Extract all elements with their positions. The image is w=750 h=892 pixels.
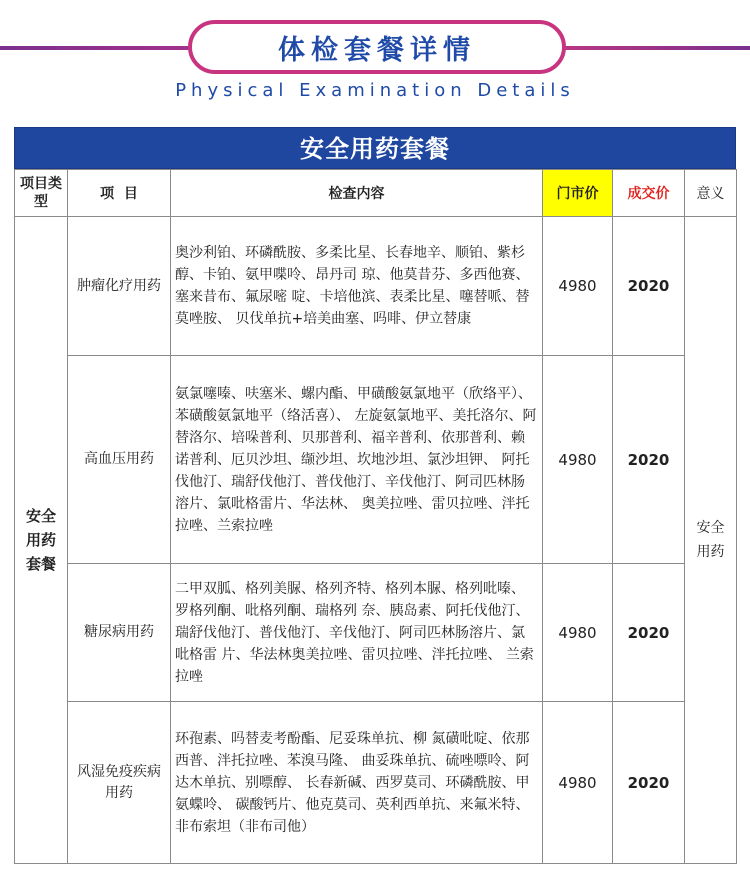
deal-price: 2020 [613,217,685,356]
item-content: 环孢素、吗替麦考酚酯、尼妥珠单抗、柳 氮磺吡啶、依那西普、泮托拉唑、苯溴马隆、 曲妥珠单抗、硫唑嘌呤、阿达木单抗、别嘌醇、 长春新碱、西罗莫司、环磷酰胺、甲氨蝶呤、 碳酸钙片、他克莫司、英利西单抗、来氟米特、 非布索坦（非布司他） [171,702,543,864]
table-row [15,356,737,564]
item-name: 肿瘤化疗用药 [68,217,171,356]
market-price: 4980 [543,356,613,564]
market-price: 4980 [543,702,613,864]
deal-price: 2020 [613,564,685,702]
column-header-item: 项 目 [68,170,171,217]
column-header-category: 项目类型 [15,170,68,217]
table-row [15,217,737,356]
category-label: 安全用药套餐 [25,507,56,573]
column-header-market-price: 门市价 [543,170,613,217]
package-banner: 安全用药套餐 [14,127,736,169]
table-row [15,564,737,702]
table-row [15,702,737,864]
page-subtitle: Physical Examination Details [175,80,575,101]
column-header-deal-price: 成交价 [613,170,685,217]
package-sheet [14,127,736,864]
item-content: 奥沙利铂、环磷酰胺、多柔比星、长春地辛、顺铂、紫杉醇、卡铂、氨甲喋呤、昂丹司 琼、他莫昔芬、多西他赛、塞来昔布、氟尿嘧 啶、卡培他滨、表柔比星、噻替哌、替莫唑胺、 贝伐单抗+培美曲塞、吗啡、伊立替康 [171,217,543,356]
column-header-meaning: 意义 [685,170,737,217]
meaning-label: 安全用药 [696,520,725,560]
category-cell [15,217,68,864]
page-title: 体检套餐详情 [278,34,476,66]
item-name: 糖尿病用药 [68,564,171,702]
market-price: 4980 [543,564,613,702]
market-price: 4980 [543,217,613,356]
item-content: 氨氯噻嗪、呋塞米、螺内酯、甲磺酸氨氯地平（欣络平）、苯磺酸氨氯地平（络活喜）、 左旋氨氯地平、美托洛尔、阿替洛尔、培哚普利、贝那普利、福辛普利、依那普利、赖诺普利、厄贝沙坦、缬沙坦、坎地沙坦、氯沙坦钾、 阿托伐他汀、瑞舒伐他汀、普伐他汀、辛伐他汀、阿司匹林肠溶片、氯吡格雷片、华法林、 奥美拉唑、雷贝拉唑、泮托拉唑、兰索拉唑 [171,356,543,564]
deal-price: 2020 [613,702,685,864]
package-table [14,169,737,864]
item-content: 二甲双胍、格列美脲、格列齐特、格列本脲、格列吡嗪、罗格列酮、吡格列酮、瑞格列 奈、胰岛素、阿托伐他汀、瑞舒伐他汀、普伐他汀、辛伐他汀、阿司匹林肠溶片、氯吡格雷 片、华法林奥美拉唑、雷贝拉唑、泮托拉唑、 兰索拉唑 [171,564,543,702]
item-name: 风湿免疫疾病用药 [68,702,171,864]
page-title-pill [188,20,566,74]
meaning-cell [685,217,737,864]
column-header-content: 检查内容 [171,170,543,217]
table-header-row [15,170,737,217]
item-name: 高血压用药 [68,356,171,564]
deal-price: 2020 [613,356,685,564]
